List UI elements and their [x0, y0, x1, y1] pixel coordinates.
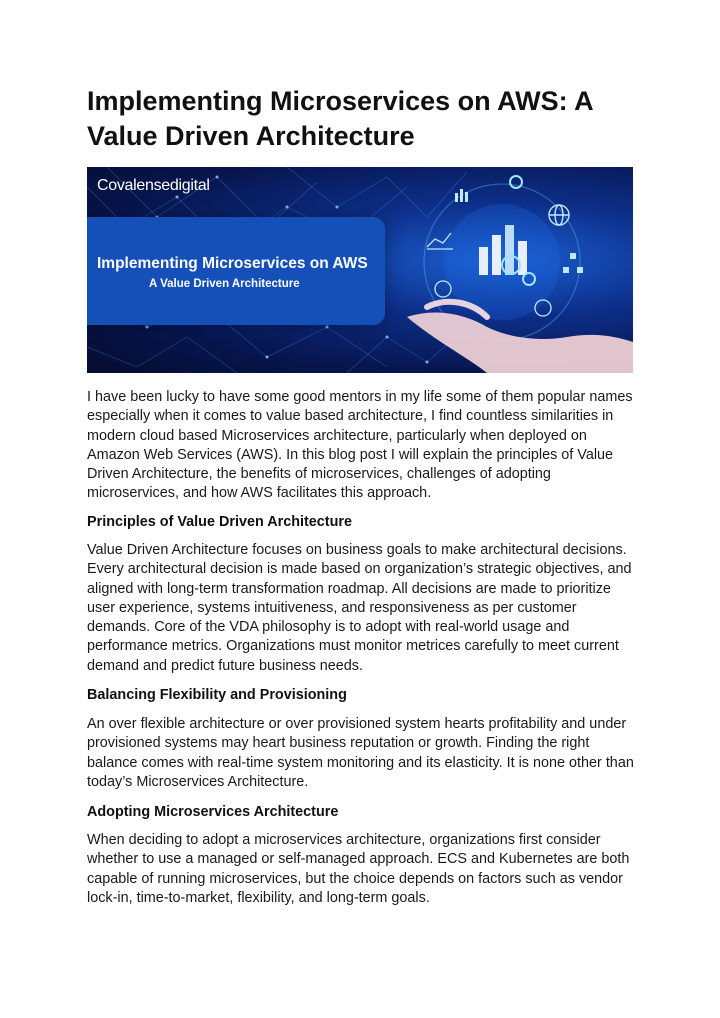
- section-heading: Adopting Microservices Architecture: [87, 804, 339, 820]
- section-paragraph: Value Driven Architecture focuses on business goals to make architectural decisions. Every architectural decision is made based on organization’s strategic objectives, and aligned with long-term transformation roadmap. All decisions are made to prioritize user experience, systems intuitiveness, and responsiveness as per customer demands. Core of the VDA philosophy is to adopt with real-world usage and performance metrics. Organizations must monitor metrices carefully to meet current demand and predict future business needs.: [87, 542, 632, 674]
- intro-paragraph: I have been lucky to have some good mentors in my life some of them popular names especially when it comes to value based architecture, I find countless similarities in modern cloud based Microservices architecture, particularly when deployed on Amazon Web Services (AWS). In this blog post I will explain the principles of Value Driven Architecture, the benefits of microservices, challenges of adopting microservices, and how AWS facilitates this approach.: [87, 389, 633, 502]
- section-paragraph: When deciding to adopt a microservices architecture, organizations first consider whether to use a managed or self-managed approach. ECS and Kubernetes are both capable of running microservices, but the choice depends on factors such as vendor lock-in, time-to-market, flexibility, and long-term goals.: [87, 832, 630, 906]
- head-icon: [435, 281, 451, 297]
- brand-logo: Covalensedigital: [97, 177, 210, 194]
- section-paragraph: An over flexible architecture or over provisioned system hearts profitability and under provisioned systems may heart business reputation or growth. Finding the right balance comes with real-time system monitoring and its elasticity. It is none other than today’s Microservices Architecture.: [87, 716, 634, 790]
- page-title: Implementing Microservices on AWS: A Value Driven Architecture: [87, 86, 593, 151]
- section-heading: Balancing Flexibility and Provisioning: [87, 687, 347, 703]
- section-heading: Principles of Value Driven Architecture: [87, 514, 352, 530]
- hero-banner: [87, 167, 633, 373]
- hero-subtitle: A Value Driven Architecture: [149, 278, 300, 290]
- hero-title: Implementing Microservices on AWS: [97, 255, 368, 272]
